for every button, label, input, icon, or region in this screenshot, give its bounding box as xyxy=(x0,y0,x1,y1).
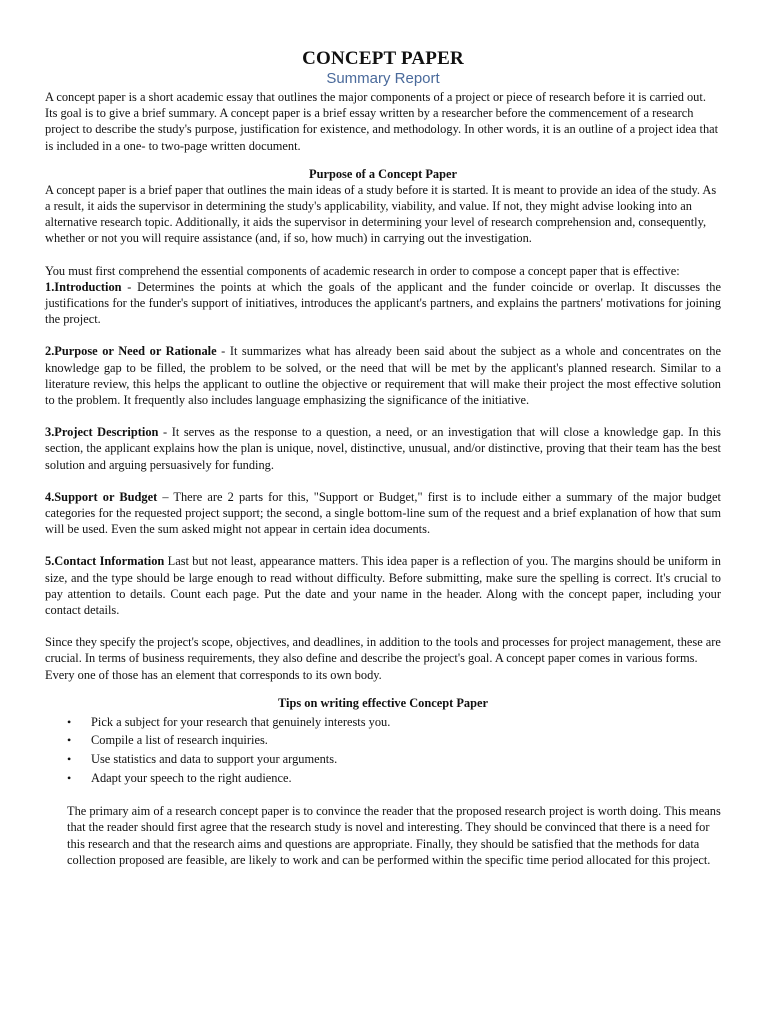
document-page xyxy=(45,48,721,868)
list-item: • Compile a list of research inquiries. xyxy=(45,731,721,750)
component-label: 4.Support or Budget xyxy=(45,489,158,504)
list-item: • Pick a subject for your research that genuinely interests you. xyxy=(45,713,721,732)
page-title: CONCEPT PAPER xyxy=(302,48,464,69)
components-intro: You must first comprehend the essential components of academic research in order to compose a concept paper that is effective: xyxy=(45,263,680,278)
component-label: 2.Purpose or Need or Rationale xyxy=(45,344,217,359)
component-purpose: 2.Purpose or Need or Rationale - It summarizes what has already been said about the subject as a whole and concentrates on the knowledge gap to be filled, the problem to be solved, or the need that will be met by the applicant's planned research. Similar to a literature review, this helps the applicant to outline the objective or requirement that will make their project the most effective solution to the problem. It frequently also includes language emphasizing the significance of the initiative. xyxy=(45,344,721,408)
page-subtitle: Summary Report xyxy=(326,70,440,87)
list-item: • Adapt your speech to the right audience. xyxy=(45,769,721,788)
tips-list xyxy=(45,713,721,787)
final-paragraph: The primary aim of a research concept paper is to convince the reader that the proposed research project is worth doing. This means that the reader should first agree that the research study is novel and interesting. They should be convinced that there is a need for this research and that the research aims and questions are appropriate. Finally, they should be satisfied that the methods for data collection proposed are feasible, are likely to work and can be performed within the specific time period allocated for this project. xyxy=(67,804,721,867)
bullet-icon: • xyxy=(67,733,72,748)
intro-paragraph: A concept paper is a short academic essay that outlines the major components of a project or piece of research before it is carried out. Its goal is to give a brief summary. A concept paper is a brief essay written by a researcher before the commencement of a research project to describe the study's purpose, justification for existence, and methodology. In other words, it is an outline of a project idea that is included in a one- to two-page written document. xyxy=(45,90,719,153)
closing-paragraph: Since they specify the project's scope, objectives, and deadlines, in addition to the tools and processes for project management, these are crucial. In terms of business requirements, they also define and describe the project's goal. A concept paper comes in various forms. Every one of those has an element that corresponds to its own body. xyxy=(45,635,721,682)
list-item: • Use statistics and data to support your arguments. xyxy=(45,750,721,769)
component-contact-information xyxy=(45,553,721,618)
tips-heading: Tips on writing effective Concept Paper xyxy=(277,695,489,710)
component-introduction: 1.Introduction - Determines the points at which the goals of the applicant and the funder coincide or overlap. It discusses the justifications for the funder's support of initiatives, introduces the applicant's partners, and explains the partners' motivations for joining the project. xyxy=(45,279,721,327)
bullet-icon: • xyxy=(67,714,72,729)
component-label: 3.Project Description xyxy=(45,425,159,440)
component-label: 1.Introduction xyxy=(45,279,122,294)
bullet-icon: • xyxy=(67,752,72,767)
bullet-icon: • xyxy=(67,770,72,785)
component-project-description: 3.Project Description - It serves as the response to a question, a need, or an investigation that will close a knowledge gap. In this section, the applicant explains how the plan is unique, novel, distinctive, unusual, and/or distinctive, proving that their team has the best solution and arguing persuasively for funding. xyxy=(45,425,721,472)
component-text: Determines the points at which the goals of the applicant and the funder coincide or overlap. It discusses the justifications for the funder's support of initiatives, introduces the applicant's partners, and explains the partners' motivations for joining the project. xyxy=(45,279,721,327)
component-support-budget: 4.Support or Budget – There are 2 parts for this, "Support or Budget," first is to include either a summary of the major budget categories for the requested project support; the second, a single bottom-line sum of the request and a brief explanation of how that sum will be used. Even the sum asked might not appear in certain idea documents. xyxy=(45,489,721,537)
component-text: There are 2 parts for this, "Support or Budget," first is to include either a summary of the major budget categories for the requested project support; the second, a single bottom-line sum of the request and a brief explanation of how that sum will be used. Even the sum asked might not appear in certain idea documents. xyxy=(45,489,721,537)
purpose-paragraph: A concept paper is a brief paper that outlines the main ideas of a study before it is started. It is meant to provide an idea of the study. As a result, it aids the supervisor in determining the study's applicability, viability, and value. If not, they might advise looking into an alternative research topic. Additionally, it aids the supervisor in determining your level of research comprehension and, consequently, whether or not you will require assistance (and, if so, how much) in carrying out the investigation. xyxy=(45,182,717,246)
component-text: It summarizes what has already been said about the subject as a whole and concentrates on the knowledge gap to be filled, the problem to be solved, or the need that will be met by the applicant's planned research. Similar to a literature review, this helps the applicant to outline the objective or requirement that will make their project the most effective solution to the problem. It frequently also includes language emphasizing the significance of the initiative. xyxy=(45,344,721,408)
purpose-heading: Purpose of a Concept Paper xyxy=(309,166,457,181)
component-label: 5.Contact Information xyxy=(45,554,165,569)
component-text: It serves as the response to a question, a need, or an investigation that will close a knowledge gap. In this section, the applicant explains how the plan is unique, novel, distinctive, unusual, and/or distinctive, proving that their team has the best solution and arguing persuasively for funding. xyxy=(45,425,721,472)
component-text: Last but not least, appearance matters. This idea paper is a reflection of you. The margins should be uniform in size, and the type should be large enough to read without difficulty. Before submitting, make sure the spelling is correct. It's crucial to pay attention to details. Count each page. Put the date and your name in the header. Along with the concept paper, including your contact details. xyxy=(45,554,721,618)
